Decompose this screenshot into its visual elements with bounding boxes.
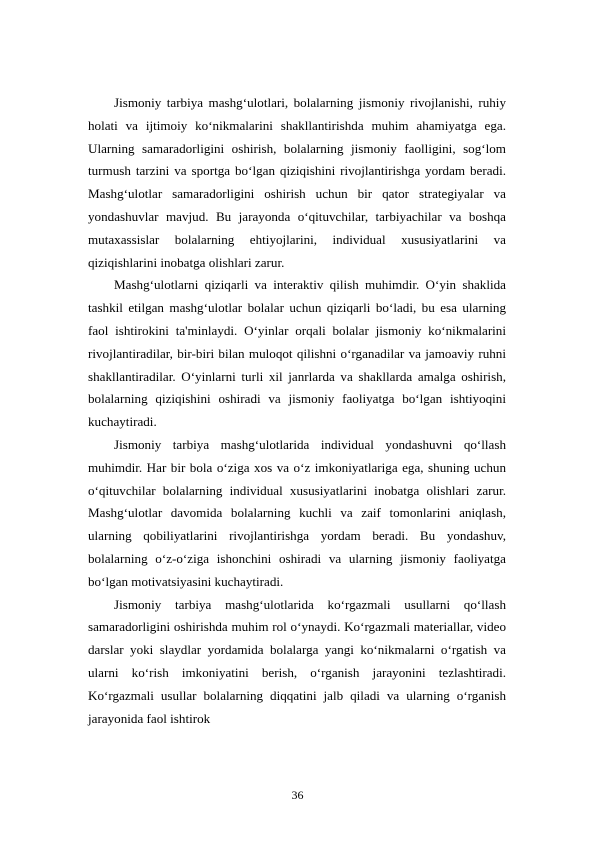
paragraph-4: Jismoniy tarbiya mashg‘ulotlarida ko‘rgazmali usullarni qo‘llash samaradorligini oshirishda muhim rol o‘ynaydi. Ko‘rgazmali materiallar, video darslar yoki slaydlar yordamida bolalarga yangi ko‘nikmalarni o‘rgatish va ularni ko‘rish imkoniyatini berish, o‘rganish jarayonini tezlashtiradi. Ko‘rgazmali usullar bolalarning diqqatini jalb qiladi va ularning o‘rganish jarayonida faol ishtirok [88, 596, 506, 726]
document-body [88, 92, 506, 730]
paragraph-1: Jismoniy tarbiya mashg‘ulotlari, bolalarning jismoniy rivojlanishi, ruhiy holati va ijtimoiy ko‘nikmalarini shakllantirishda muhim ahamiyatga ega. Ularning samaradorligini oshirish, bolalarning jismoniy faolligini, sog‘lom turmush tarzini va sportga bo‘lgan qiziqishini rivojlantirishga yordam beradi. Mashg‘ulotlar samaradorligini oshirish uchun bir qator strategiyalar va yondashuvlar mavjud. Bu jarayonda o‘qituvchilar, tarbiyachilar va boshqa mutaxassislar bolalarning ehtiyojlarini, individual xususiyatlarini va qiziqishlarini inobatga olishlari zarur. [88, 95, 506, 270]
paragraph-2: Mashg‘ulotlarni qiziqarli va interaktiv qilish muhimdir. O‘yin shaklida tashkil etilgan mashg‘ulotlar bolalar uchun qiziqarli bo‘ladi, bu esa ularning faol ishtirokini ta'minlaydi. O‘yinlar orqali bolalar jismoniy ko‘nikmalarini rivojlantiradilar, bir-biri bilan muloqot qilishni o‘rganadilar va jamoaviy ruhni shakllantiradilar. O‘yinlarni turli xil janrlarda va shakllarda amalga oshirish, bolalarning qiziqishini oshiradi va jismoniy faoliyatga bo‘lgan ishtiyoqini kuchaytiradi. [88, 277, 506, 430]
page-number: 36 [291, 788, 304, 802]
paragraph-3: Jismoniy tarbiya mashg‘ulotlarida individual yondashuvni qo‘llash muhimdir. Har bir bola o‘ziga xos va o‘z imkoniyatlariga ega, shuning uchun o‘qituvchilar bolalarning individual xususiyatlarini inobatga olishlari zarur. Mashg‘ulotlar davomida bolalarning kuchli va zaif tomonlarini aniqlash, ularning qobiliyatlarini rivojlantirishga yordam beradi. Bu yondashuv, bolalarning o‘z-o‘ziga ishonchini oshiradi va ularning jismoniy faoliyatga bo‘lgan motivatsiyasini kuchaytiradi. [88, 436, 506, 589]
